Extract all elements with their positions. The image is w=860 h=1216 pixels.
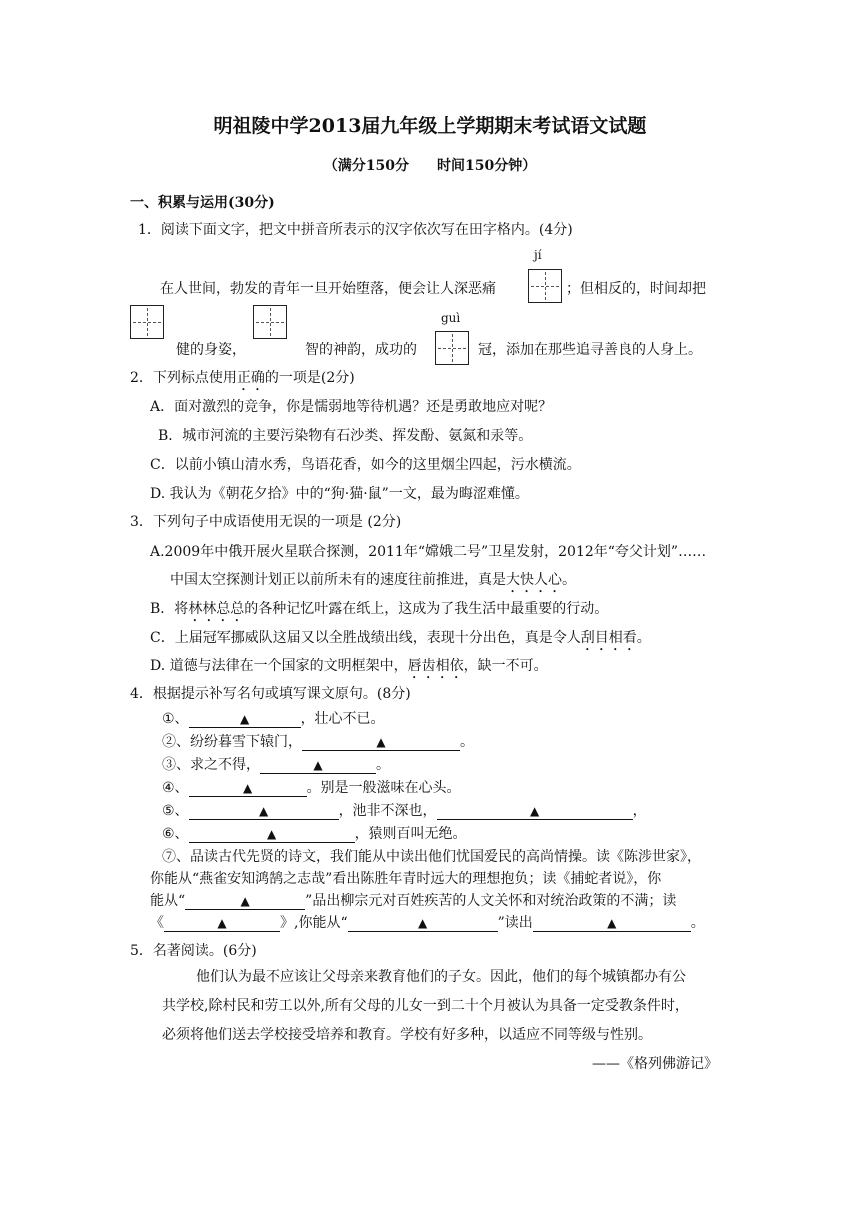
q3-stem: 3．下列句子中成语使用无误的一项是 (2分) xyxy=(130,514,402,530)
q4-item-6: ⑥、 ▲ ，猿则百叫无绝。 xyxy=(162,826,467,842)
q1-line1-text-end: ；但相反的，时间却把 xyxy=(566,281,706,297)
q4-item-1: ①、 ▲ ，壮心不已。 xyxy=(162,711,385,727)
q1-line2-text: 健的身姿， xyxy=(176,342,246,358)
pinyin-gui: guì xyxy=(441,311,461,325)
emphasis-idiom: 大快人心 xyxy=(506,572,562,588)
q4-item-5: ⑤、 ▲ ，池非不深也， ▲ ， xyxy=(162,803,647,819)
tian-grid-box-4[interactable] xyxy=(435,331,469,365)
answer-blank[interactable]: ▲ xyxy=(189,825,355,843)
q4-item-2: ②、纷纷暮雪下辕门， ▲ 。 xyxy=(162,734,474,750)
q1-line1-text: 在人世间，勃发的青年一旦开始堕落，便会让人深恶痛 xyxy=(160,281,496,297)
pinyin-ji: jí xyxy=(534,248,542,262)
q2-option-a: A．面对激烈的竞争，你是懦弱地等待机遇？还是勇敢地应对呢？ xyxy=(150,399,553,415)
emphasis-text: 正确 xyxy=(236,370,265,386)
q5-passage-line3: 必须将他们送去学校接受培养和教育。学校有好多种，以适应不同等级与性别。 xyxy=(162,1027,652,1043)
page-subtitle: （满分150分 时间150分钟） xyxy=(323,158,537,174)
emphasis-idiom: 刮目相看 xyxy=(580,630,637,646)
section-heading: 一、积累与运用(30分) xyxy=(130,195,275,211)
q1-line2-text-end: 冠，添加在那些追寻善良的人身上。 xyxy=(478,342,702,358)
q5-stem: 5．名著阅读。(6分) xyxy=(130,943,257,959)
q4-item-7-line2: 你能从“燕雀安知鸿鹄之志哉”看出陈胜年青时远大的理想抱负；读《捕蛇者说》，你 xyxy=(150,871,662,887)
answer-blank[interactable]: ▲ xyxy=(185,892,305,910)
tian-grid-box-1[interactable] xyxy=(528,269,562,303)
q4-item-3: ③、求之不得， ▲ 。 xyxy=(162,757,390,773)
q2-option-c: C．以前小镇山清水秀，鸟语花香，如今的这里烟尘四起，污水横流。 xyxy=(150,457,581,473)
answer-blank[interactable]: ▲ xyxy=(437,802,633,820)
answer-blank[interactable]: ▲ xyxy=(164,914,280,932)
q4-item-7-line4: 《 ▲ 》,你能从“ ▲ ”读出 ▲ 。 xyxy=(150,915,705,931)
answer-blank[interactable]: ▲ xyxy=(348,914,498,932)
q2-option-d: D. 我认为《朝花夕拾》中的“狗·猫·鼠”一文，最为晦涩难懂。 xyxy=(150,486,529,502)
answer-blank[interactable]: ▲ xyxy=(533,914,691,932)
q3-option-b: B．将林林总总的各种记忆叶露在纸上，这成为了我生活中最重要的行动。 xyxy=(150,601,609,617)
q4-stem: 4．根据提示补写名句或填写课文原句。(8分) xyxy=(130,686,411,702)
q5-passage-line2: 共学校,除村民和劳工以外,所有父母的儿女一到二十个月被认为具备一定受教条件时， xyxy=(162,998,689,1014)
q1-line2-text-mid: 智的神韵，成功的 xyxy=(305,342,417,358)
q2-stem: 2．下列标点使用正确的一项是(2分) xyxy=(130,370,355,386)
q5-passage-line1: 他们认为最不应该让父母亲来教育他们的子女。因此，他们的每个城镇都办有公 xyxy=(196,969,686,985)
emphasis-idiom: 林林总总 xyxy=(188,601,245,617)
q4-item-4: ④、 ▲ 。别是一般滋味在心头。 xyxy=(162,780,461,796)
page-title: 明祖陵中学2013届九年级上学期期末考试语文试题 xyxy=(213,115,647,137)
q2-option-b: B．城市河流的主要污染物有石沙类、挥发酚、氨氮和汞等。 xyxy=(158,428,533,444)
answer-blank[interactable]: ▲ xyxy=(189,802,339,820)
answer-blank[interactable]: ▲ xyxy=(189,710,301,728)
emphasis-idiom: 唇齿相依 xyxy=(407,658,464,674)
q3-option-d: D. 道德与法律在一个国家的文明框架中，唇齿相依，缺一不可。 xyxy=(150,658,548,674)
q4-item-7-line3: 能从“ ▲ ”品出柳宗元对百姓疾苦的人文关怀和对统治政策的不满；读 xyxy=(150,893,677,909)
q3-option-a-line2: 中国太空探测计划正以前所未有的速度往前推进，真是大快人心。 xyxy=(170,572,576,588)
tian-grid-box-2[interactable] xyxy=(130,305,164,339)
q1-stem: 1．阅读下面文字，把文中拼音所表示的汉字依次写在田字格内。(4分) xyxy=(138,222,573,238)
q4-item-7-line1: ⑦、品读古代先贤的诗文，我们能从中读出他们忧国爱民的高尚情操。读《陈涉世家》， xyxy=(162,849,701,865)
tian-grid-box-3[interactable] xyxy=(253,305,287,339)
q3-option-c: C．上届冠军挪威队这届又以全胜战绩出线，表现十分出色，真是令人刮目相看。 xyxy=(150,630,651,646)
answer-blank[interactable]: ▲ xyxy=(260,756,376,774)
answer-blank[interactable]: ▲ xyxy=(302,733,460,751)
q5-source: ——《格列佛游记》 xyxy=(592,1056,718,1072)
answer-blank[interactable]: ▲ xyxy=(189,779,307,797)
q3-option-a-line1: A.2009年中俄开展火星联合探测，2011年“嫦娥二号”卫星发射，2012年“夸父计划”…… xyxy=(150,544,707,560)
